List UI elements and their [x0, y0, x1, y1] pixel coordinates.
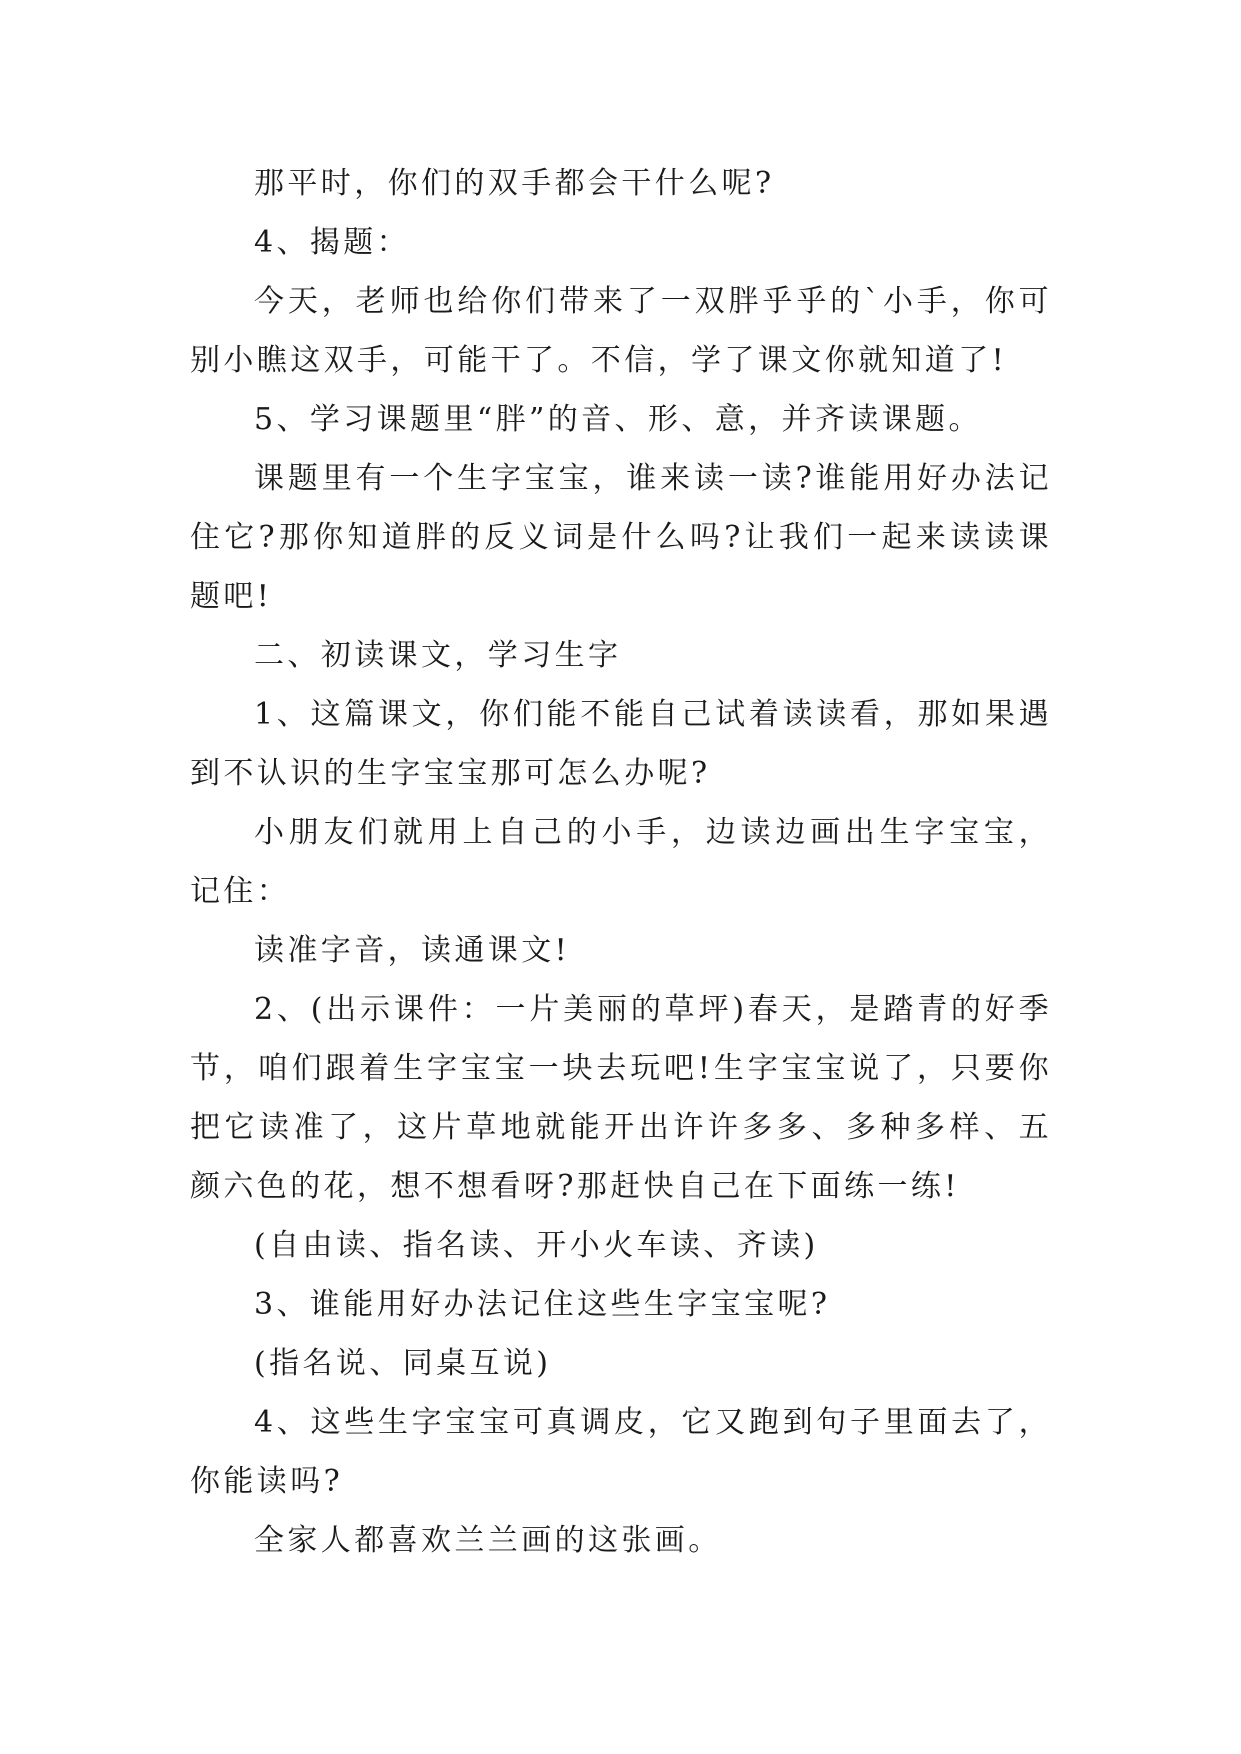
- paragraph: 小朋友们就用上自己的小手，边读边画出生字宝宝，记住：: [190, 815, 1052, 909]
- paragraph: 那平时，你们的双手都会干什么呢?: [254, 166, 775, 201]
- paragraph: 今天，老师也给你们带来了一双胖乎乎的`小手，你可别小瞧这双手，可能干了。不信，学了课文你就知道了!: [190, 284, 1052, 378]
- paragraph: 4、这些生字宝宝可真调皮，它又跑到句子里面去了，你能读吗?: [190, 1405, 1052, 1499]
- paragraph: 1、这篇课文，你们能不能自己试着读读看，那如果遇到不认识的生字宝宝那可怎么办呢?: [190, 697, 1052, 791]
- paragraph: 读准字音，读通课文!: [254, 933, 571, 968]
- paragraph: 5、学习课题里“胖”的音、形、意，并齐读课题。: [254, 402, 982, 437]
- document-body: [190, 154, 1052, 1570]
- paragraph: (自由读、指名读、开小火车读、齐读): [254, 1228, 819, 1263]
- paragraph: 4、揭题：: [254, 225, 411, 260]
- paragraph: (指名说、同桌互说): [254, 1346, 552, 1381]
- paragraph: 全家人都喜欢兰兰画的这张画。: [254, 1523, 722, 1558]
- paragraph: 课题里有一个生字宝宝，谁来读一读?谁能用好办法记住它?那你知道胖的反义词是什么吗?让我们一起来读读课题吧!: [190, 461, 1052, 614]
- section-heading: 二、初读课文，学习生字: [254, 638, 622, 673]
- paragraph: 2、(出示课件：一片美丽的草坪)春天，是踏青的好季节，咱们跟着生字宝宝一块去玩吧!生字宝宝说了，只要你把它读准了，这片草地就能开出许许多多、多种多样、五颜六色的花，想不想看呀?那赶快自己在下面练一练!: [190, 992, 1052, 1204]
- paragraph: 3、谁能用好办法记住这些生字宝宝呢?: [254, 1287, 831, 1322]
